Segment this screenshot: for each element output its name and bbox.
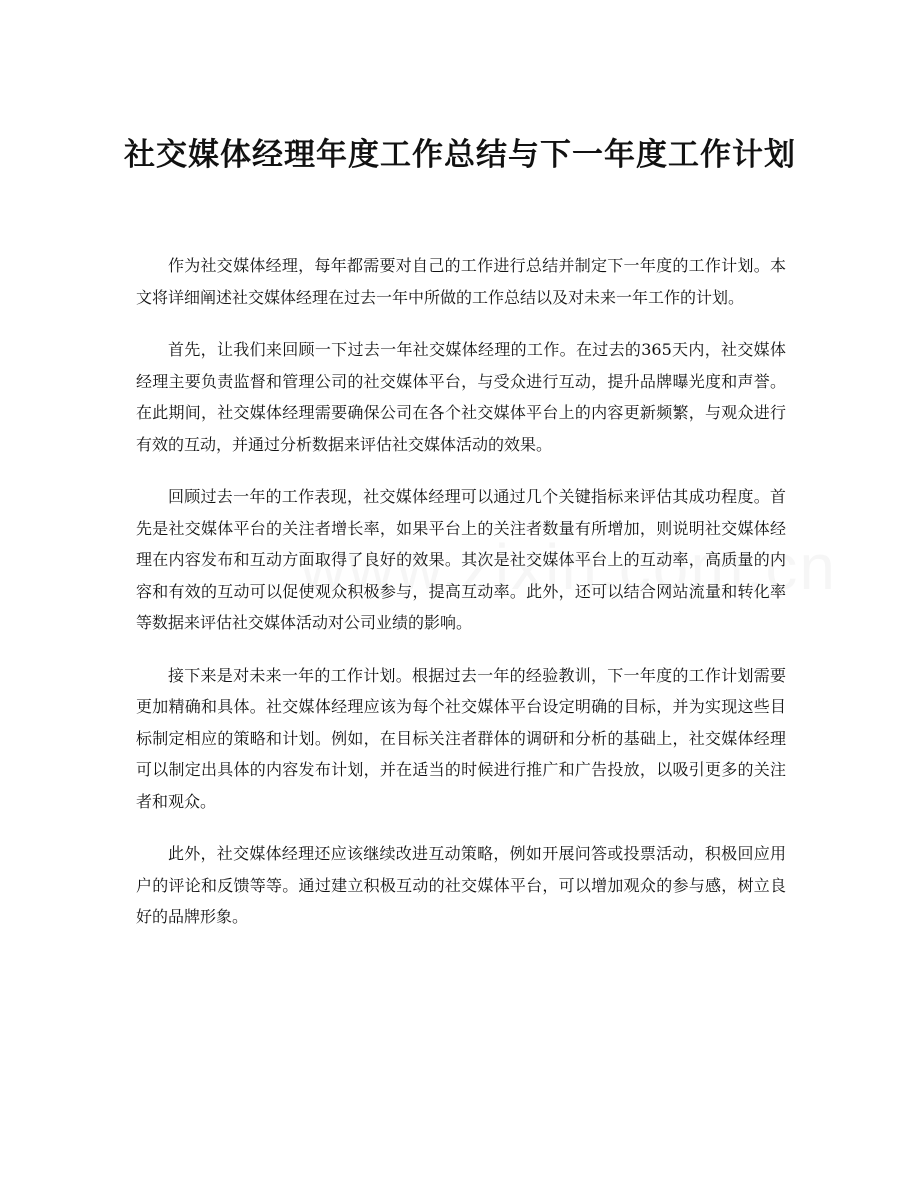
paragraph-plan: 接下来是对未来一年的工作计划。根据过去一年的经验教训，下一年度的工作计划需要更加精确和具体。社交媒体经理应该为每个社交媒体平台设定明确的目标，并为实现这些目标制定相应的策略和计划。例如，在目标关注者群体的调研和分析的基础上，社交媒体经理可以制定出具体的内容发布计划，并在适当的时候进行推广和广告投放，以吸引更多的关注者和观众。 [136, 665, 786, 811]
document-title: 社交媒体经理年度工作总结与下一年度工作计划 [124, 136, 796, 173]
paragraph-interaction: 此外，社交媒体经理还应该继续改进互动策略，例如开展问答或投票活动，积极回应用户的评论和反馈等等。通过建立积极互动的社交媒体平台，可以增加观众的参与感，树立良好的品牌形象。 [136, 844, 786, 926]
paragraph-metrics: 回顾过去一年的工作表现，社交媒体经理可以通过几个关键指标来评估其成功程度。首先是社交媒体平台的关注者增长率，如果平台上的关注者数量有所增加，则说明社交媒体经理在内容发布和互动方面取得了良好的效果。其次是社交媒体平台上的互动率，高质量的内容和有效的互动可以促使观众积极参与，提高互动率。此外，还可以结合网站流量和转化率等数据来评估社交媒体活动对公司业绩的影响。 [136, 487, 786, 632]
paragraph-review: 首先，让我们来回顾一下过去一年社交媒体经理的工作。在过去的365天内，社交媒体经理主要负责监督和管理公司的社交媒体平台，与受众进行互动，提升品牌曝光度和声誉。在此期间，社交媒体经理需要确保公司在各个社交媒体平台上的内容更新频繁，与观众进行有效的互动，并通过分析数据来评估社交媒体活动的效果。 [136, 340, 786, 454]
paragraph-intro: 作为社交媒体经理，每年都需要对自己的工作进行总结并制定下一年度的工作计划。本文将详细阐述社交媒体经理在过去一年中所做的工作总结以及对未来一年工作的计划。 [136, 256, 786, 307]
document-body [136, 250, 786, 954]
